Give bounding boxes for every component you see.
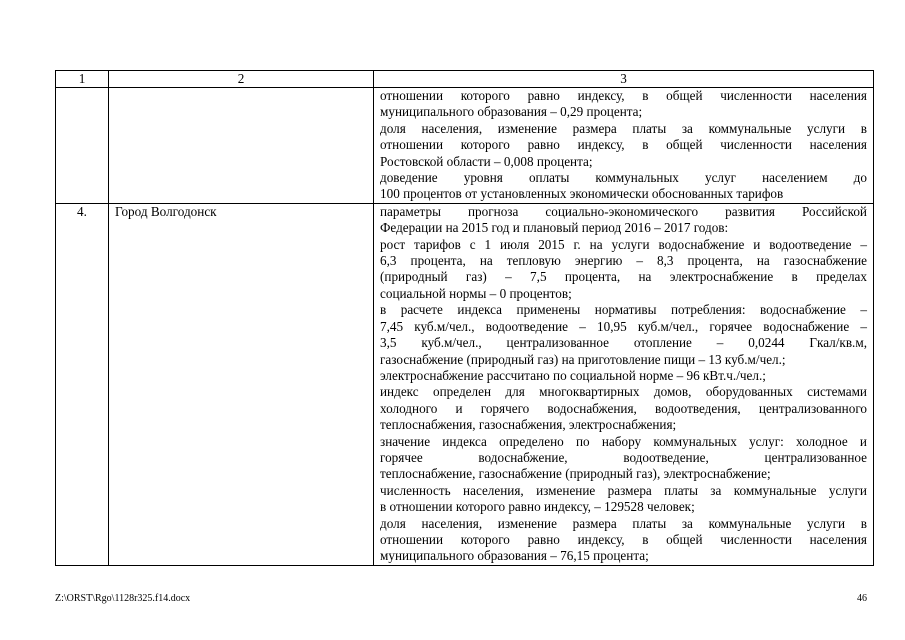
text-line: (природный газ) – 7,5 процента, на электроснабжение в пределах — [380, 269, 867, 285]
text-line: холодного и горячего водоснабжения, водоотведения, централизованного — [380, 400, 867, 416]
text-line: газоснабжение (природный газ) на приготовление пищи – 13 куб.м/чел.; — [380, 351, 786, 367]
row-description-cell — [374, 203, 874, 565]
text-line: муниципального образования – 0,29 процента; — [380, 104, 643, 120]
table-row-continued — [56, 88, 874, 204]
row-name-cell — [109, 88, 374, 204]
text-line: Федерации на 2015 год и плановый период 2016 – 2017 годов: — [380, 220, 729, 236]
row-number-cell — [56, 88, 109, 204]
text-line: доля населения, изменение размера платы за коммунальные услуги в — [380, 120, 867, 136]
text-line: Ростовской области – 0,008 процента; — [380, 153, 593, 169]
header-col-2: 2 — [109, 71, 374, 88]
table-row-4 — [56, 203, 874, 565]
text-line: индекс определен для многоквартирных домов, оборудованных системами — [380, 384, 867, 400]
text-line: горячее водоснабжение, водоотведение, централизованное — [380, 449, 867, 465]
text-line: электроснабжение рассчитано по социальной норме – 96 кВт.ч./чел.; — [380, 367, 766, 383]
row-number-cell: 4. — [56, 203, 109, 565]
text-line: в отношении которого равно индексу, – 129528 человек; — [380, 499, 695, 515]
text-line: муниципального образования – 76,15 процента; — [380, 548, 649, 564]
row-description-cell — [374, 88, 874, 204]
text-line: отношении которого равно индексу, в общей численности населения — [380, 88, 867, 103]
text-line: в расчете индекса применены нормативы потребления: водоснабжение – — [380, 302, 867, 318]
row-name-cell: Город Волгодонск — [109, 203, 374, 565]
footer-page-number: 46 — [857, 593, 867, 604]
text-line: численность населения, изменение размера платы за коммунальные услуги — [380, 482, 867, 498]
text-line: 7,45 куб.м/чел., водоотведение – 10,95 куб.м/чел., горячее водоснабжение – — [380, 318, 867, 334]
text-line: социальной нормы – 0 процентов; — [380, 285, 572, 301]
text-line: рост тарифов с 1 июля 2015 г. на услуги водоснабжение и водоотведение – — [380, 236, 867, 252]
text-line: 6,3 процента, на тепловую энергию – 8,3 процента, на газоснабжение — [380, 253, 867, 269]
text-line: отношении которого равно индексу, в общей численности населения — [380, 531, 867, 547]
text-line: параметры прогноза социально-экономического развития Российской — [380, 203, 867, 219]
text-line: отношении которого равно индексу, в общей численности населения — [380, 137, 867, 153]
data-table — [55, 70, 874, 566]
header-col-1: 1 — [56, 71, 109, 88]
header-col-3: 3 — [374, 71, 874, 88]
table-header-row — [56, 71, 874, 88]
text-line: 100 процентов от установленных экономически обоснованных тарифов — [380, 186, 784, 202]
text-line: значение индекса определено по набору коммунальных услуг: холодное и — [380, 433, 867, 449]
text-line: 3,5 куб.м/чел., централизованное отопление – 0,0244 Гкал/кв.м, — [380, 335, 867, 351]
text-line: доведение уровня оплаты коммунальных услуг населением до — [380, 170, 867, 186]
text-line: теплоснабжения, газоснабжения, электроснабжения; — [380, 417, 677, 433]
text-line: теплоснабжение, газоснабжение (природный газ), электроснабжение; — [380, 466, 771, 482]
footer-file-path: Z:\ORST\Rgo\1128r325.f14.docx — [55, 593, 191, 604]
text-line: доля населения, изменение размера платы за коммунальные услуги в — [380, 515, 867, 531]
